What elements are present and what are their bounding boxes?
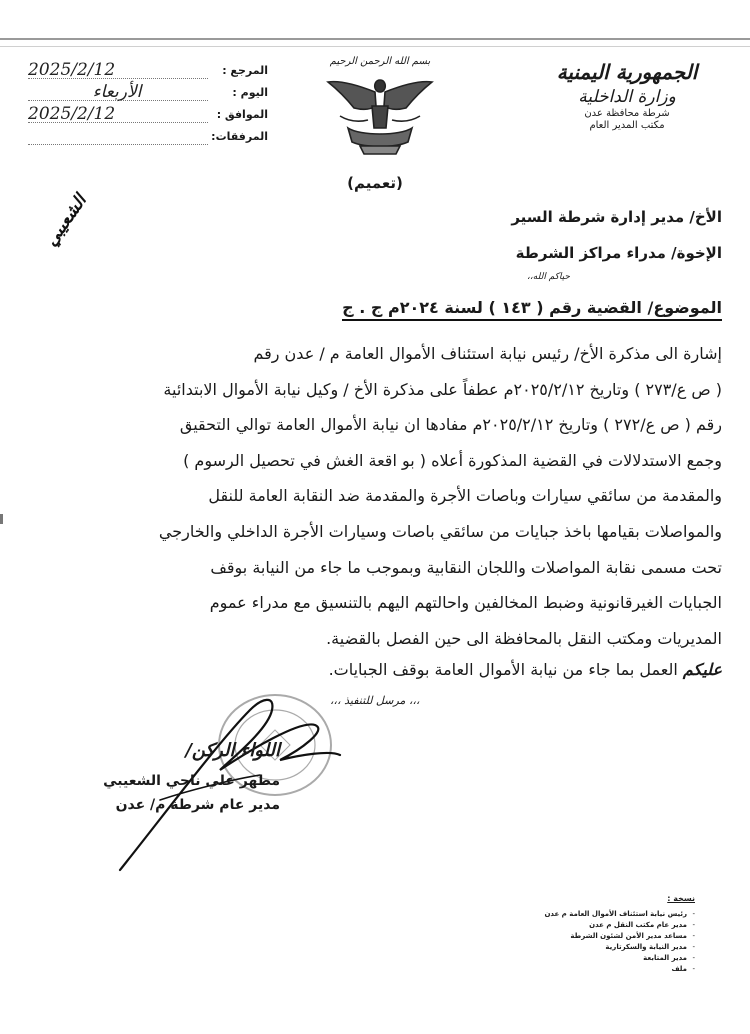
document-title: (تعميم) [347, 174, 403, 192]
attach-row [28, 126, 268, 148]
reference-fields [28, 60, 268, 148]
list-item: -مدير عام مكتب النقل م عدن [589, 921, 695, 929]
ref-line [28, 78, 208, 79]
subject-line [22, 298, 722, 317]
signatory-block [60, 740, 280, 813]
yemen-eagle-emblem-icon [320, 50, 440, 160]
copies-list [465, 894, 695, 975]
closing-emphasis: عليكم [682, 660, 722, 679]
police-name: شرطة محافظة عدن [584, 108, 670, 119]
day-value: الأربعاء [92, 82, 142, 102]
letter-body [22, 336, 722, 656]
signatory-title: مدير عام شرطة م/ عدن [115, 797, 280, 813]
list-item: -مدير المتابعة [643, 954, 695, 962]
addressee-2: الإخوة/ مدراء مراكز الشرطة [515, 244, 722, 262]
addressee-1: الأخ/ مدير إدارة شرطة السير [511, 208, 722, 226]
ministry-header [532, 60, 722, 132]
date-label: الموافق : [216, 108, 268, 121]
date-value: 2025/2/12 [28, 104, 116, 124]
side-handwritten-stamp: الشعيبي [41, 191, 91, 251]
attach-line [28, 144, 208, 145]
attach-label: المرفقات: [211, 130, 268, 143]
date-row [28, 104, 268, 126]
list-item: -مساعد مدير الأمن لشئون الشرطة [570, 932, 695, 940]
subject-text: الموضوع/ القضية رقم ( ١٤٣ ) لسنة ٢٠٢٤م ج . ج [342, 298, 722, 321]
day-label: اليوم : [232, 86, 268, 99]
ref-label: المرجع : [222, 64, 268, 77]
office-name: مكتب المدير العام [589, 120, 665, 131]
ministry-name: وزارة الداخلية [578, 87, 676, 107]
paper-fold-line [0, 38, 750, 40]
ref-row [28, 60, 268, 82]
list-item: -مدير النيابة والسكرتارية [605, 943, 695, 951]
body-line: وجمع الاستدلالات في القضية المذكورة أعلاه ( بو اقعة الغش في تحصيل الرسوم ) [183, 450, 722, 470]
body-line: الجبايات الغيرقانونية وضبط المخالفين واحالتهم اليهم بالتنسيق مع مدراء عموم [209, 593, 722, 613]
greeting: حياكم الله،، [526, 272, 570, 282]
body-line: ( ص ع/٢٧٣ ) وتاريخ ٢٠٢٥/٢/١٢م عطفاً على مذكرة الأخ / وكيل نيابة الأموال الابتدائية [163, 379, 722, 399]
body-line: رقم ( ص ع/٢٧٢ ) وتاريخ ٢٠٢٥/٢/١٢م مفادها ان نيابة الأموال العامة توالي التحقيق [179, 415, 722, 435]
copies-title: نسخة : [667, 894, 695, 903]
body-line: تحت مسمى نقابة المواصلات واللجان النقابية وبموجب ما جاء من النيابة بوقف [210, 557, 722, 577]
signatory-name: مطهر علي ناجي الشعيبي [103, 773, 280, 789]
body-line: والمواصلات بقيامها باخذ جبايات من سائقي باصات وسيارات الأجرة الداخلي والخارجي [158, 521, 722, 541]
republic-name: الجمهورية اليمنية [556, 60, 698, 84]
list-item: -ملف [671, 965, 695, 973]
signatory-rank: اللواء الركن/ [185, 740, 280, 761]
basmala: بسم الله الرحمن الرحيم [329, 56, 431, 67]
body-line: إشارة الى مذكرة الأخ/ رئيس نيابة استئناف الأموال العامة م / عدن رقم [253, 344, 722, 363]
list-item: -رئيس نيابة استئناف الأموال العامة م عدن [544, 910, 695, 918]
closing-text: العمل بما جاء من نيابة الأموال العامة بوقف الجبايات. [328, 660, 683, 679]
paper-fold-shadow [0, 46, 750, 47]
edge-mark [0, 514, 3, 524]
body-line: والمقدمة من سائقي سيارات وباصات الأجرة والمقدمة ضد النقابة العامة للنقل [208, 486, 722, 506]
body-line: المديريات ومكتب النقل بالمحافظة الى حين الفصل بالقضية. [326, 628, 722, 648]
sent-note: ،،، مرسل للتنفيذ ،،، [330, 694, 420, 707]
day-row [28, 82, 268, 104]
closing-line [22, 660, 722, 679]
ref-value: 2025/2/12 [28, 60, 116, 80]
day-line [28, 100, 208, 101]
date-line [28, 122, 208, 123]
